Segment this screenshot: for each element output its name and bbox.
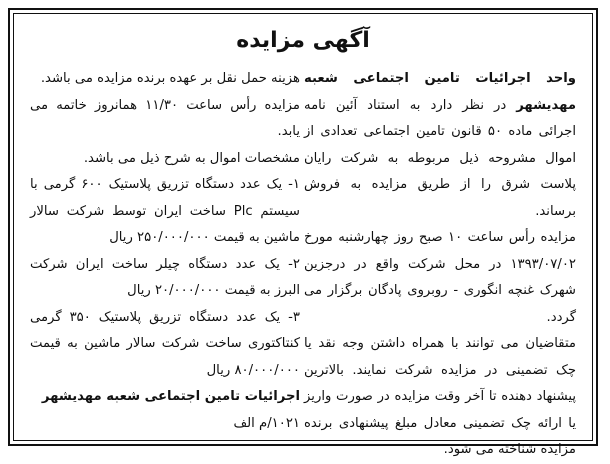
line-transport: هزینه حمل نقل بر عهده برنده مزایده می باشد. — [40, 71, 300, 86]
signature: اجرائیات تامین اجتماعی شعبه مهدیشهر — [41, 389, 300, 404]
para-intro-text: در نظر دارد به استناد آئین نامه اجرائی ماده ۵۰ قانون تامین اجتماعی تعدادی از اموال مشروحه ذیل مربوطه به شرکت رایان پلاست شرق را از طریق مزایده به فروش برساند. — [304, 97, 576, 219]
item-2: ۲- یک عدد دستگاه چیلر ساخت ایران شرکت البرز به قیمت ۲۰/۰۰۰/۰۰۰ ریال — [30, 256, 300, 298]
notice-inner-border — [13, 13, 593, 457]
para-participation: متقاضیان می توانند با همراه داشتن وجه نقد یا چک تضمینی در مزایده شرکت نمایند. بالاترین پیشنهاد دهنده تا آخر وقت مزایده در صورت واریز یا ارائه چک تضمینی معادل مبلغ پیشنهادی برنده مزایده شناخته می شود. — [304, 336, 576, 457]
item-3: ۳- یک عدد دستگاه تزریق پلاستیک ۳۵۰ گرمی کنتاکتوری ساخت شرکت سالار ماشین به قیمت ۸۰/۰۰۰/۰۰۰ ریال — [30, 309, 300, 378]
line-end-time: مزایده رأس ساعت ۱۱/۳۰ همانروز خاتمه می یابد. — [30, 97, 300, 139]
para-auction-time: مزایده رأس ساعت ۱۰ صبح روز چهارشنبه مورخ ۱۳۹۳/۰۷/۰۲ در محل شرکت واقع در درجزین شهرک غنچه انگوری - روبروی پادگان برگزار می گردد. — [304, 230, 576, 325]
org-heading: واحد اجرائیات تامین اجتماعی شعبه مهدیشهر — [304, 71, 576, 113]
line-specs: مشخصات اموال به شرح ذیل می باشد. — [83, 150, 300, 166]
left-column — [30, 66, 300, 432]
notice-frame — [8, 8, 598, 457]
item-1: ۱- یک عدد دستگاه تزریق پلاستیک ۶۰۰ گرمی با سیستم Plc ساخت ایران توسط شرکت سالار ماشین به قیمت ۲۵۰/۰۰۰/۰۰۰ ریال — [30, 177, 301, 245]
notice-title: آگهی مزایده — [236, 28, 370, 53]
reference-number: ۱۰۲۱/م الف — [233, 415, 300, 431]
right-column — [304, 66, 576, 457]
para-intro — [304, 66, 576, 225]
